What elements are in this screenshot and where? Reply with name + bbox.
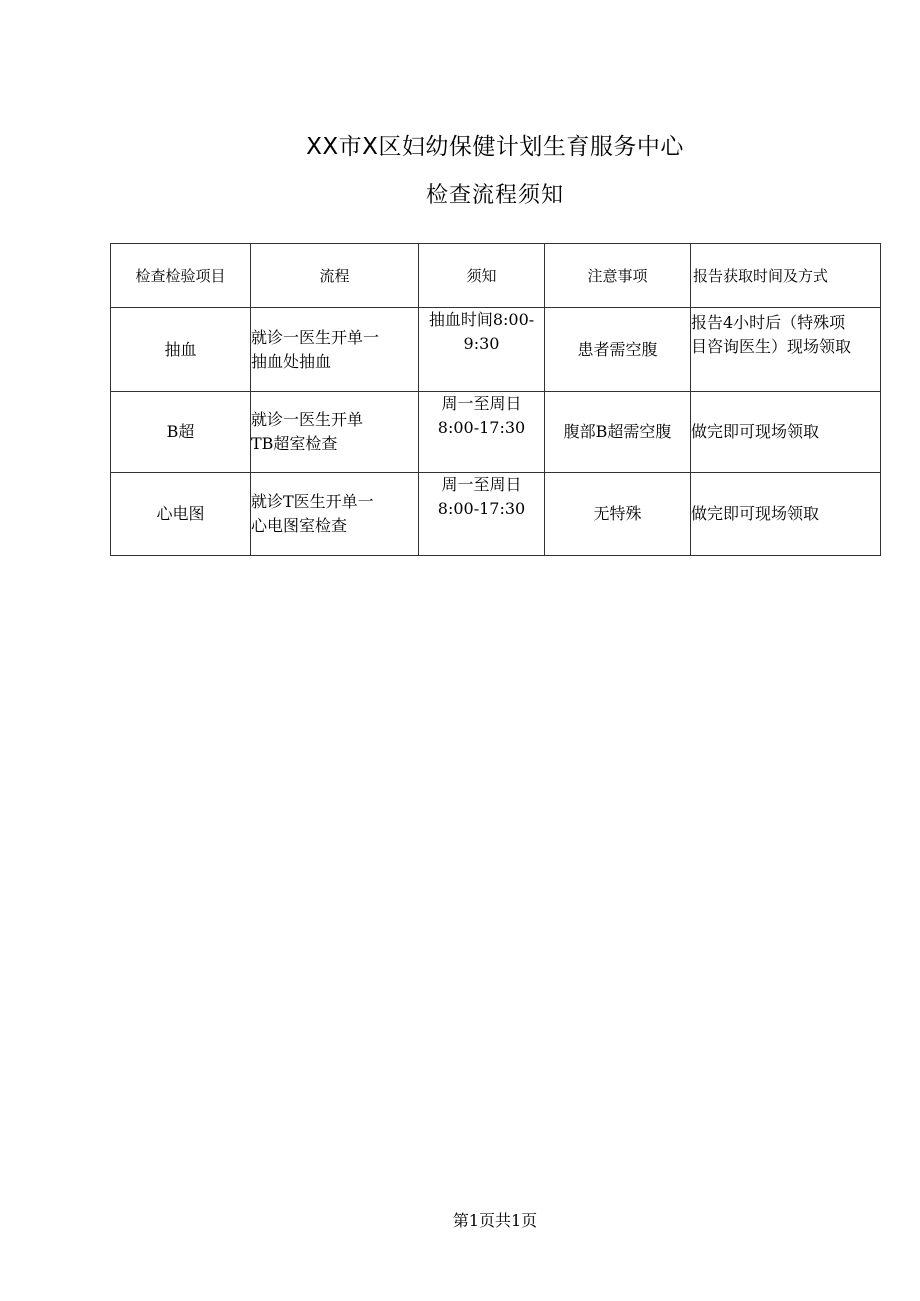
notice-cell <box>419 473 545 556</box>
flow-line: TB超室检查 <box>251 434 338 453</box>
table-row <box>111 473 881 556</box>
flow-line: 就诊T医生开单一 <box>251 492 374 511</box>
flow-line: 抽血处抽血 <box>251 351 332 371</box>
report-line: 做完即可现场领取 <box>691 422 820 441</box>
notice-line: 周一至周日 <box>441 475 522 494</box>
notice-cell <box>419 308 545 392</box>
flow-line: 就诊一医生开单 <box>251 410 364 429</box>
table-header-row <box>111 244 881 308</box>
column-header-flow: 流程 <box>251 244 419 308</box>
exam-item-cell: 心电图 <box>111 473 251 556</box>
report-cell <box>691 392 881 473</box>
notice-line: 周一至周日 <box>441 394 522 413</box>
notice-line: 9:30 <box>463 334 500 353</box>
column-header-item: 检查检验项目 <box>111 244 251 308</box>
flow-line: 心电图室检查 <box>251 516 348 535</box>
exam-item-cell: 抽血 <box>111 308 251 392</box>
report-line: 目咨询医生）现场领取 <box>691 337 852 356</box>
flow-cell <box>251 473 419 556</box>
flow-cell <box>251 392 419 473</box>
column-header-report: 报告获取时间及方式 <box>691 244 881 308</box>
column-header-notice: 须知 <box>419 244 545 308</box>
notice-line: 8:00-17:30 <box>437 499 526 518</box>
table-row <box>111 308 881 392</box>
column-header-note: 注意事项 <box>545 244 691 308</box>
flow-cell <box>251 308 419 392</box>
report-cell <box>691 308 881 392</box>
table-row <box>111 392 881 473</box>
page-title: XX市X区妇幼保健计划生育服务中心 <box>306 134 684 160</box>
report-cell <box>691 473 881 556</box>
notice-line: 抽血时间8:00- <box>428 310 535 329</box>
note-cell: 无特殊 <box>545 473 691 556</box>
flow-line: 就诊一医生开单一 <box>251 327 380 347</box>
report-line: 做完即可现场领取 <box>691 504 820 523</box>
report-line: 报告4小时后（特殊项 <box>691 313 846 332</box>
page-subtitle: 检查流程须知 <box>425 183 564 208</box>
note-cell: 腹部B超需空腹 <box>545 392 691 473</box>
notice-cell <box>419 392 545 473</box>
note-cell: 患者需空腹 <box>545 308 691 392</box>
exam-item-cell: B超 <box>111 392 251 473</box>
exam-process-table <box>110 243 881 556</box>
notice-line: 8:00-17:30 <box>437 418 526 437</box>
page-number: 第1页共1页 <box>452 1211 538 1230</box>
